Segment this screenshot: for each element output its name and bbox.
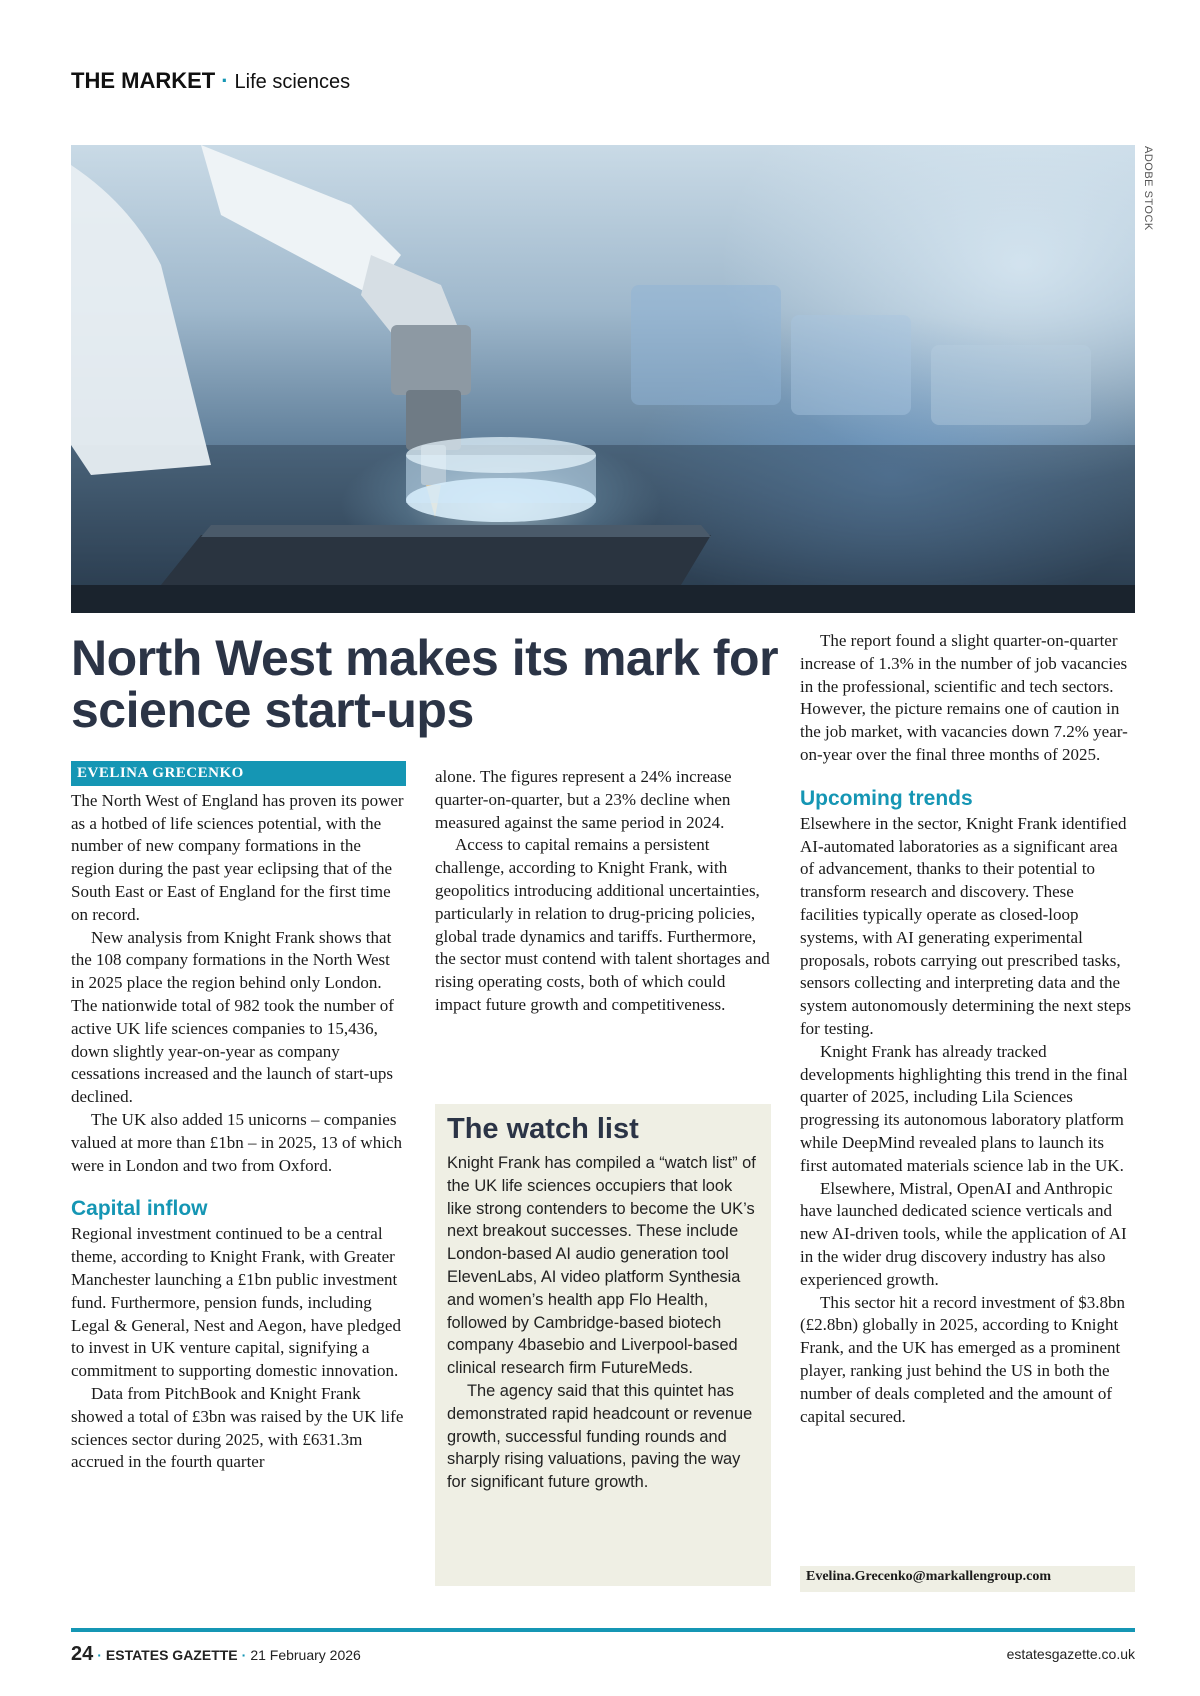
footer-info	[71, 1643, 361, 1666]
paragraph: Data from PitchBook and Knight Frank showed a total of £3bn was raised by the UK life sciences sector during 2025, with £631.3m accrued in the fourth quarter	[71, 1383, 404, 1472]
watch-list-paragraph: Knight Frank has compiled a “watch list” of the UK life sciences occupiers that look like strong contenders to become the UK’s next breakout successes. These include London-based AI audio generation tool ElevenLabs, AI video platform Synthesia and women’s health app Flo Health, followed by Cambridge-based biotech company 4basebio and Liverpool-based clinical research firm FutureMeds.	[447, 1154, 756, 1378]
watch-list-paragraph: The agency said that this quintet has demonstrated rapid headcount or revenue growth, successful funding rounds and sharply rising valuations, paving the way for significant future growth.	[447, 1381, 753, 1492]
photo-credit: ADOBE STOCK	[1142, 146, 1154, 231]
section-header	[71, 68, 350, 94]
column-1	[71, 761, 406, 1474]
website-link[interactable]: estatesgazette.co.uk	[1006, 1646, 1135, 1662]
issue-date: 21 February 2026	[250, 1647, 361, 1663]
byline: EVELINA GRECENKO	[71, 761, 406, 786]
section-name: THE MARKET	[71, 68, 216, 93]
paragraph: The North West of England has proven its power as a hotbed of life sciences potential, with the number of new company formations in the region during the past year eclipsing that of the South East or East of England for the first time on record.	[71, 790, 404, 924]
subheading-capital-inflow: Capital inflow	[71, 1197, 208, 1221]
paragraph: The report found a slight quarter-on-quarter increase of 1.3% in the number of job vacancies in the professional, scientific and tech sectors. However, the picture remains one of caution in the job market, with vacancies down 7.2% year-on-year over the final three months of 2025.	[800, 631, 1128, 764]
paragraph: Regional investment continued to be a central theme, according to Knight Frank, with Greater Manchester launching a £1bn public investment fund. Furthermore, pension funds, including Legal & General, Nest and Aegon, have pledged to invest in UK venture capital, signifying a commitment to supporting domestic innovation.	[71, 1224, 401, 1381]
separator-dot: ·	[241, 1647, 247, 1663]
paragraph: Knight Frank has already tracked developments highlighting this trend in the final quarter of 2025, including Lila Sciences progressing its autonomous laboratory platform while DeepMind revealed plans to launch its first automated materials science lab in the UK.	[800, 1041, 1128, 1175]
article-headline: North West makes its mark for science start-ups	[71, 630, 779, 738]
author-email[interactable]: Evelina.Grecenko@markallengroup.com	[800, 1566, 1135, 1592]
column-2	[435, 766, 770, 1017]
page-number: 24	[71, 1643, 94, 1665]
watch-list-title: The watch list	[447, 1113, 639, 1145]
robot-arm-lab-illustration	[71, 145, 1135, 613]
paragraph: Elsewhere in the sector, Knight Frank identified AI-automated laboratories as a significant area of advancement, thanks to their potential to transform research and discovery. These facilities typically operate as closed-loop systems, with AI generating experimental proposals, robots carrying out prescribed tasks, sensors collecting and interpreting data and the system autonomously determining the next steps for testing.	[800, 813, 1131, 1038]
hero-image	[71, 145, 1135, 613]
paragraph: New analysis from Knight Frank shows that the 108 company formations in the North West in 2025 place the region behind only London. The nationwide total of 982 took the number of active UK life sciences companies to 15,436, down slightly year-on-year as company cessations increased and the launch of start-ups declined.	[71, 927, 394, 1107]
watch-list-box	[435, 1104, 771, 1586]
paragraph: Access to capital remains a persistent challenge, according to Knight Frank, with geopolitics introducing additional uncertainties, particularly in relation to drug-pricing policies, global trade dynamics and tariffs. Furthermore, the sector must contend with talent shortages and rising operating costs, both of which could impact future growth and competitiveness.	[435, 835, 770, 1014]
subheading-upcoming-trends: Upcoming trends	[800, 786, 973, 810]
paragraph: alone. The figures represent a 24% increase quarter-on-quarter, but a 23% decline when measured against the same period in 2024.	[435, 767, 732, 832]
subsection-name: Life sciences	[234, 71, 351, 93]
separator-dot: ·	[97, 1647, 102, 1663]
paragraph: The UK also added 15 unicorns – companies valued at more than £1bn – in 2025, 13 of which were in London and two from Oxford.	[71, 1109, 402, 1175]
publication-name: ESTATES GAZETTE	[105, 1647, 238, 1663]
separator-dot: ·	[221, 68, 229, 93]
column-3	[800, 630, 1135, 1428]
paragraph: Elsewhere, Mistral, OpenAI and Anthropic have launched dedicated science verticals and new AI-driven tools, while the application of AI in the wider drug discovery industry has also experienced growth.	[800, 1178, 1127, 1289]
paragraph: This sector hit a record investment of $3.8bn (£2.8bn) globally in 2025, according to Knight Frank, and the UK has emerged as a prominent player, ranking just behind the US in both the number of deals completed and the amount of capital secured.	[800, 1292, 1125, 1426]
footer-rule	[71, 1628, 1135, 1632]
